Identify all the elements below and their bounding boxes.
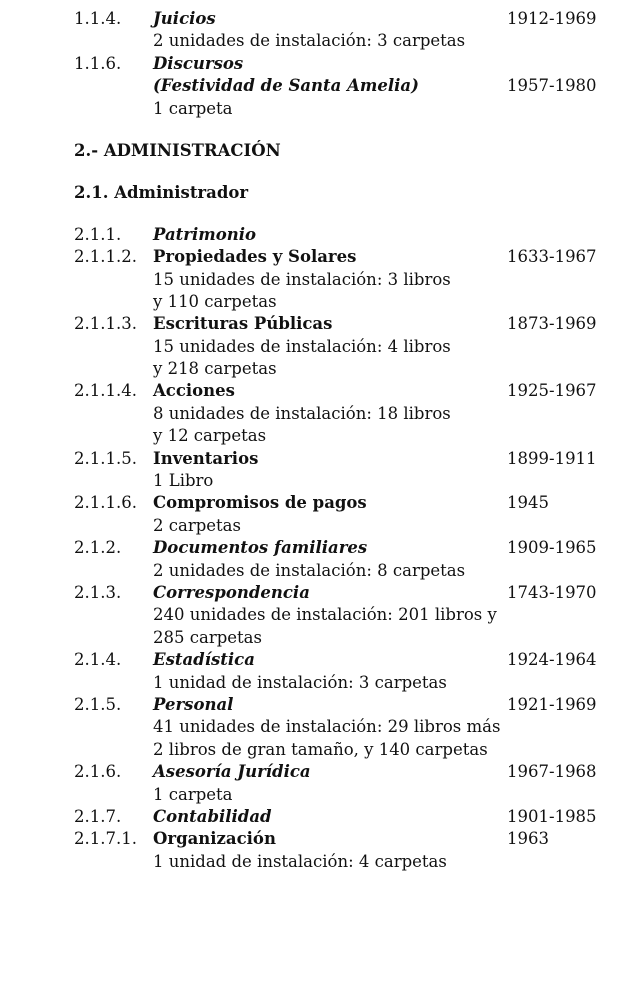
entry-number: 2.1.3. [74, 582, 122, 602]
entry-number: 2.1.6. [74, 762, 122, 782]
entry-number: 2.1.1.3. [74, 314, 137, 334]
inventory-entry [74, 448, 622, 493]
inventory-entry [74, 828, 622, 873]
entry-description: 1 carpeta [153, 784, 233, 804]
inventory-entry [74, 694, 622, 761]
entry-discursos [74, 53, 622, 120]
entry-title: Asesoría Jurídica [153, 762, 311, 782]
entry-number: 2.1.1.2. [74, 247, 137, 267]
entry-title: Escrituras Públicas [153, 314, 333, 334]
entry-number: 1.1.6. [74, 53, 122, 73]
entry-title: Discursos [153, 53, 244, 73]
inventory-entry [74, 761, 622, 806]
entry-description: y 110 carpetas [153, 291, 277, 311]
entry-description: 1 unidad de instalación: 3 carpetas [153, 672, 447, 692]
entry-description: 1 Libro [153, 471, 214, 491]
entry-title: Patrimonio [153, 224, 256, 244]
entry-dates: 1957-1980 [507, 76, 597, 96]
entry-description: 2 unidades de instalación: 8 carpetas [153, 560, 466, 580]
entry-number: 2.1.5. [74, 694, 122, 714]
entry-dates: 1899-1911 [507, 448, 597, 468]
inventory-entry [74, 492, 622, 537]
inventory-entry [74, 806, 622, 828]
entry-description: 8 unidades de instalación: 18 libros [153, 403, 451, 423]
entry-dates: 1925-1967 [507, 381, 597, 401]
entry-dates: 1967-1968 [507, 762, 597, 782]
entry-description: 15 unidades de instalación: 4 libros [153, 336, 451, 356]
entry-dates: 1873-1969 [507, 314, 597, 334]
entry-description: y 12 carpetas [153, 426, 267, 446]
entry-description: 41 unidades de instalación: 29 libros más [153, 717, 501, 737]
entry-description: 285 carpetas [153, 627, 262, 647]
inventory-entry [74, 313, 622, 380]
entry-title: Acciones [153, 381, 235, 401]
entry-dates: 1963 [507, 829, 549, 849]
subsection-heading: 2.1. Administrador [74, 183, 249, 203]
entry-juicios [74, 8, 622, 53]
entry-description: 240 unidades de instalación: 201 libros y [153, 605, 497, 625]
inventory-entry [74, 224, 622, 246]
entry-title: Contabilidad [153, 806, 272, 826]
inventory-entry [74, 380, 622, 447]
entry-number: 2.1.1.6. [74, 493, 137, 513]
entry-description: 2 libros de gran tamaño, y 140 carpetas [153, 739, 488, 759]
entry-description: 2 carpetas [153, 515, 241, 535]
entry-description: 2 unidades de instalación: 3 carpetas [153, 31, 466, 51]
administrador-entries [74, 224, 622, 873]
entry-dates: 1633-1967 [507, 247, 597, 267]
entry-dates: 1924-1964 [507, 650, 597, 670]
entry-number: 2.1.7. [74, 806, 122, 826]
entry-dates: 1912-1969 [507, 9, 597, 28]
section-heading: 2.- ADMINISTRACIÓN [74, 140, 281, 160]
entry-description: y 218 carpetas [153, 359, 277, 379]
inventory-entry [74, 246, 622, 313]
inventory-entry [74, 582, 622, 649]
entry-number: 2.1.1.4. [74, 381, 137, 401]
entry-title: Estadística [153, 650, 255, 670]
entry-title: Inventarios [153, 448, 259, 468]
entry-dates: 1909-1965 [507, 538, 597, 558]
entry-title: Correspondencia [153, 582, 310, 602]
entry-title: Juicios [153, 9, 216, 28]
entry-title: Propiedades y Solares [153, 247, 357, 267]
entry-title: Organización [153, 829, 276, 849]
entry-number: 2.1.4. [74, 650, 122, 670]
entry-title: Documentos familiares [153, 538, 368, 558]
entry-number: 2.1.2. [74, 538, 122, 558]
inventory-list [74, 8, 622, 873]
entry-number: 2.1.1.5. [74, 448, 137, 468]
entry-description: 1 unidad de instalación: 4 carpetas [153, 851, 447, 871]
entry-dates: 1921-1969 [507, 694, 597, 714]
entry-description: 15 unidades de instalación: 3 libros [153, 269, 451, 289]
inventory-entry [74, 537, 622, 582]
entry-number: 2.1.7.1. [74, 829, 137, 849]
entry-title-continuation: (Festividad de Santa Amelia) [153, 76, 419, 96]
entry-dates: 1901-1985 [507, 806, 597, 826]
inventory-entry [74, 649, 622, 694]
entry-number: 2.1.1. [74, 224, 122, 244]
entry-title: Compromisos de pagos [153, 493, 367, 513]
entry-dates: 1945 [507, 493, 549, 513]
entry-number: 1.1.4. [74, 9, 122, 28]
entry-dates: 1743-1970 [507, 582, 597, 602]
entry-description: 1 carpeta [153, 98, 233, 118]
entry-title: Personal [153, 694, 234, 714]
